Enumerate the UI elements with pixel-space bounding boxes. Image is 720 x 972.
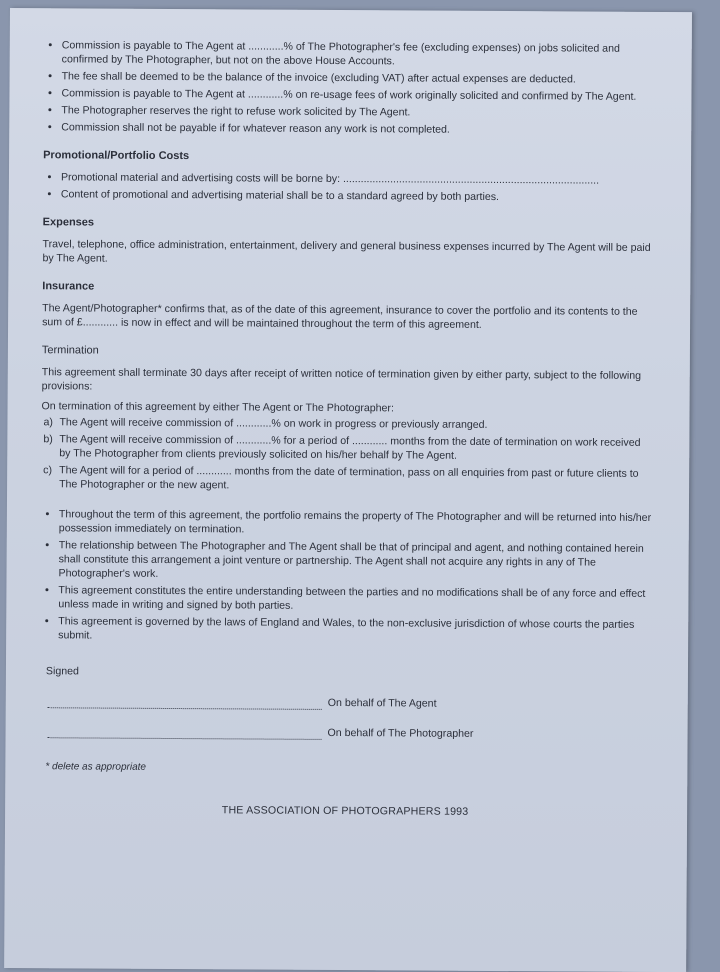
list-item: • Promotional material and advertising costs will be borne by: ....................................................................................... [61,170,655,188]
signed-label: Signed [45,665,79,678]
termination-lead: On termination of this agreement by either The Agent or The Photographer: [41,400,394,415]
document-page [4,8,692,972]
item-label: b) [43,433,53,446]
photographer-signature-line [48,724,652,742]
list-item [43,415,653,433]
signature-dots [48,697,322,710]
termination-heading: Termination [41,344,99,357]
list-item [43,432,653,464]
list-item: • Commission is payable to The Agent at ............% of The Photographer's fee (excluding expenses) on jobs solicited and confirmed by The Photographer, but not on the above House Accounts. [62,38,656,70]
expenses-text: Travel, telephone, office administration, entertainment, delivery and general business expenses incurred by The Agent will be paid by The Agent. [42,238,651,265]
list-item [43,463,653,495]
list-item: • The fee shall be deemed to be the balance of the invoice (excluding VAT) after actual expenses are deducted. [62,69,656,87]
signature-dots [48,727,322,740]
footnote: * delete as appropriate [45,761,147,773]
item-label: c) [43,464,53,477]
expenses-heading: Expenses [42,216,95,229]
list-item: • The Photographer reserves the right to refuse work solicited by The Agent. [61,103,655,121]
termination-list [41,415,653,495]
insurance-text: The Agent/Photographer* confirms that, as of the date of this agreement, insurance to cover the portfolio and its contents to the sum of £............ is now in effect and will be maintained throughout the term of this agreement. [42,302,638,331]
agent-signature-label: On behalf of The Agent [327,696,437,710]
commission-list [43,38,656,138]
item-label: a) [43,416,53,429]
insurance-heading: Insurance [42,280,95,293]
list-item: • Commission is payable to The Agent at ............% on re-usage fees of work originally solicited and confirmed by The Agent. [61,86,655,104]
item-text: The Agent will receive commission of ............% on work in progress or previously arranged. [59,416,488,431]
general-list [40,507,653,646]
agent-signature-line [48,694,652,712]
list-item: • The relationship between The Photographer and The Agent shall be that of principal and agent, and nothing contained herein shall constitute this arrangement a joint venture or partnership. The Agent shall not acquire any rights in any of The Photographer's work. [59,538,653,584]
photographer-signature-label: On behalf of The Photographer [327,726,474,740]
item-text: The Agent will for a period of ............ months from the date of termination, pass on all enquiries from past or future clients to The Photographer or the new agent. [59,464,639,492]
list-item: • Content of promotional and advertising material shall be to a standard agreed by both parties. [61,187,655,205]
list-item: • This agreement is governed by the laws of England and Wales, to the non-exclusive jurisdiction of whose courts the parties submit. [58,614,652,646]
promotional-heading: Promotional/Portfolio Costs [43,149,190,163]
termination-intro: This agreement shall terminate 30 days after receipt of written notice of termination given by either party, subject to the following provisions: [41,366,642,393]
list-item: • This agreement constitutes the entire understanding between the parties and no modifications shall be of any force and effect unless made in writing and signed by both parties. [58,583,652,615]
list-item: • Throughout the term of this agreement, the portfolio remains the property of The Photographer and will be returned into his/her possession immediately on termination. [59,507,653,539]
footer-text: THE ASSOCIATION OF PHOTOGRAPHERS 1993 [221,804,469,818]
item-text: The Agent will receive commission of ............% for a period of ............ months from the date of termination on work received by The Photographer from clients previously solicited on his/her behalf by The Agent. [59,433,641,462]
promotional-list [43,170,655,205]
document-content [39,38,656,820]
list-item: • Commission shall not be payable if for whatever reason any work is not completed. [61,120,655,138]
